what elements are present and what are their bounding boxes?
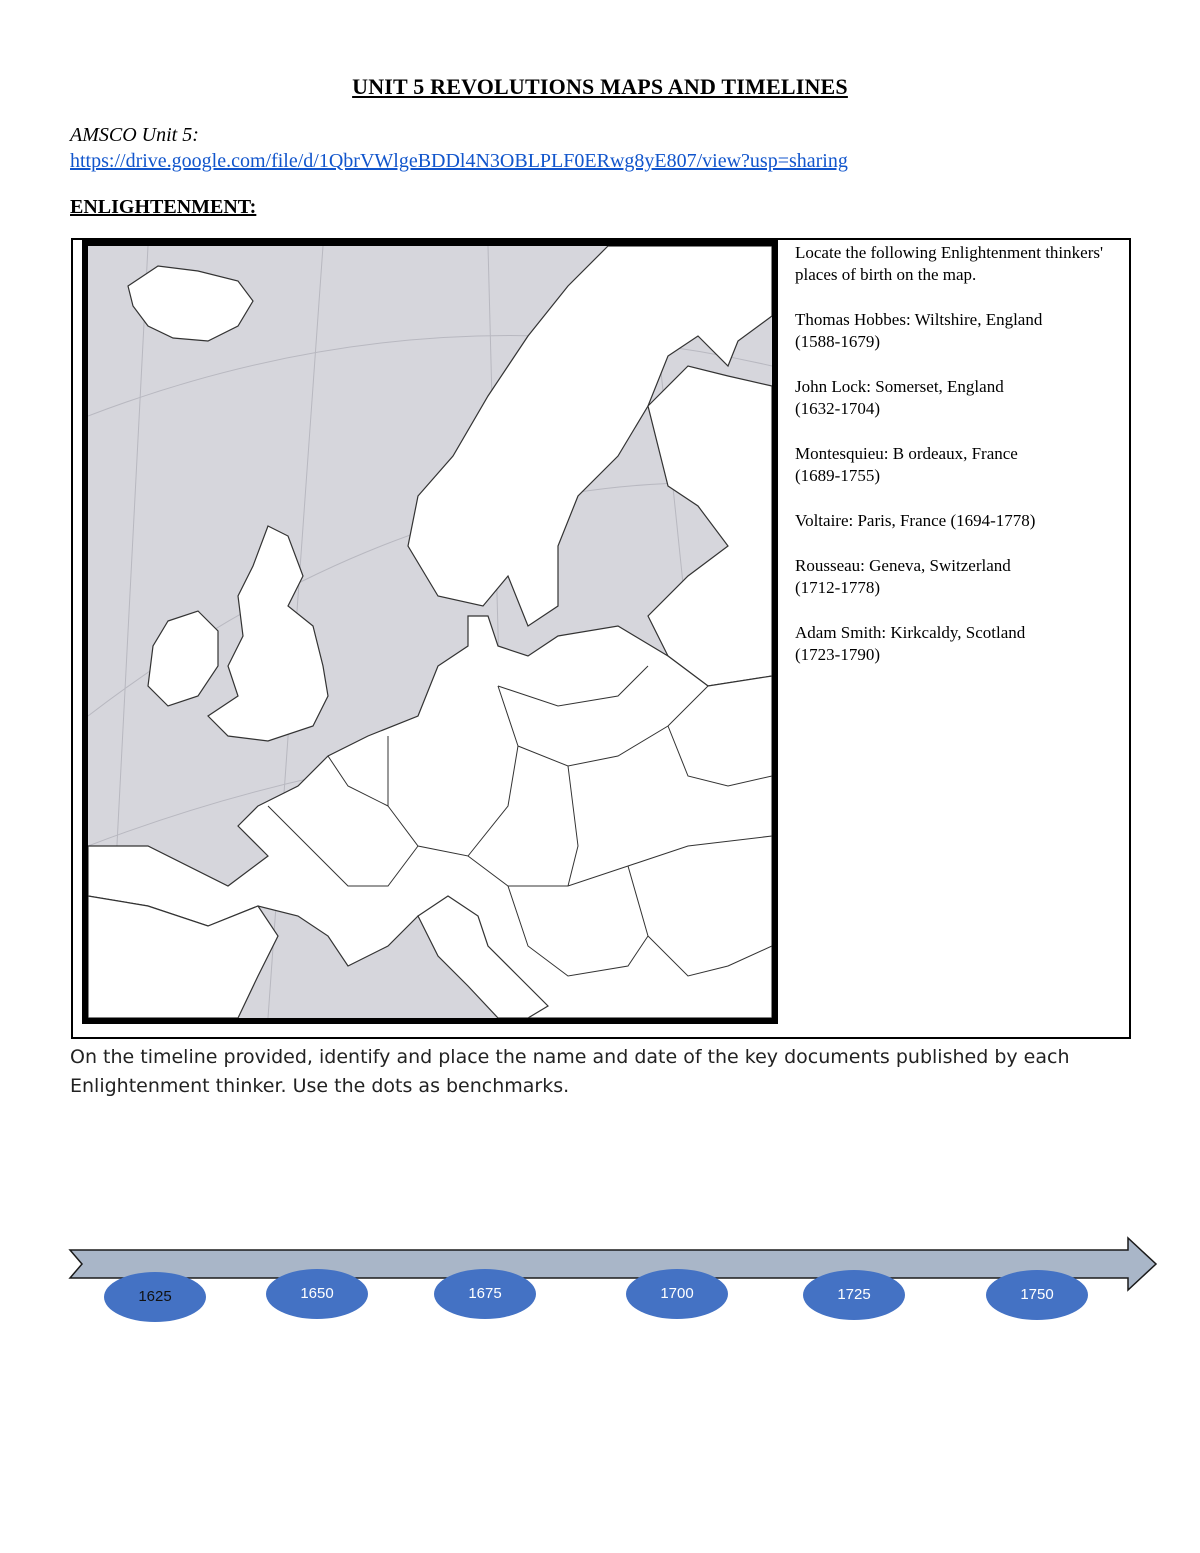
thinker-rousseau xyxy=(795,555,1115,599)
thinker-hobbes xyxy=(795,309,1115,353)
amsco-link[interactable]: https://drive.google.com/file/d/1QbrVWlgeBDDl4N3OBLPLF0ERwg8yE807/view?usp=sharing xyxy=(70,150,848,172)
timeline-dot-1625: 1625 xyxy=(104,1272,206,1322)
course-label: AMSCO Unit 5: xyxy=(70,124,199,146)
thinker-entry: Adam Smith: Kirkcaldy, Scotland xyxy=(795,623,1026,642)
thinker-locke xyxy=(795,376,1115,420)
thinker-adam-smith xyxy=(795,622,1115,666)
great-britain-shape xyxy=(208,526,328,741)
thinker-montesquieu xyxy=(795,443,1115,487)
timeline-dot-1675: 1675 xyxy=(434,1269,536,1319)
thinker-entry: John Lock: Somerset, England xyxy=(795,377,1004,396)
thinker-dates: (1632-1704) xyxy=(795,399,880,418)
timeline-instructions: On the timeline provided, identify and place the name and date of the key documents published by each Enlightenment thinker. Use the dots as benchmarks. xyxy=(70,1046,1070,1097)
europe-outline-map xyxy=(82,240,778,1024)
thinker-voltaire xyxy=(795,510,1115,532)
thinker-entry: Montesquieu: B ordeaux, France xyxy=(795,444,1018,463)
thinker-entry: Voltaire: Paris, France xyxy=(795,511,947,530)
thinker-dates: (1588-1679) xyxy=(795,332,880,351)
finland-russia-shape xyxy=(648,366,772,686)
ireland-shape xyxy=(148,611,218,706)
thinker-entry: Rousseau: Geneva, Switzerland xyxy=(795,556,1011,575)
page-title: UNIT 5 REVOLUTIONS MAPS AND TIMELINES xyxy=(352,74,848,99)
thinker-dates: (1723-1790) xyxy=(795,645,880,664)
timeline-dot-1700: 1700 xyxy=(626,1269,728,1319)
thinkers-instructions xyxy=(795,242,1115,689)
timeline-dot-1650: 1650 xyxy=(266,1269,368,1319)
thinker-dates: (1694-1778) xyxy=(950,511,1036,530)
map-drawing xyxy=(88,246,772,1018)
thinker-dates: (1712-1778) xyxy=(795,578,880,597)
timeline xyxy=(66,1236,1166,1336)
thinker-dates: (1689-1755) xyxy=(795,466,880,485)
timeline-dot-1750: 1750 xyxy=(986,1270,1088,1320)
section-heading-enlightenment: ENLIGHTENMENT: xyxy=(70,196,257,218)
thinker-entry: Thomas Hobbes: Wiltshire, England xyxy=(795,310,1043,329)
iceland-shape xyxy=(128,266,253,341)
instructions-intro: Locate the following Enlightenment thinkers' places of birth on the map. xyxy=(795,243,1104,284)
timeline-dot-1725: 1725 xyxy=(803,1270,905,1320)
